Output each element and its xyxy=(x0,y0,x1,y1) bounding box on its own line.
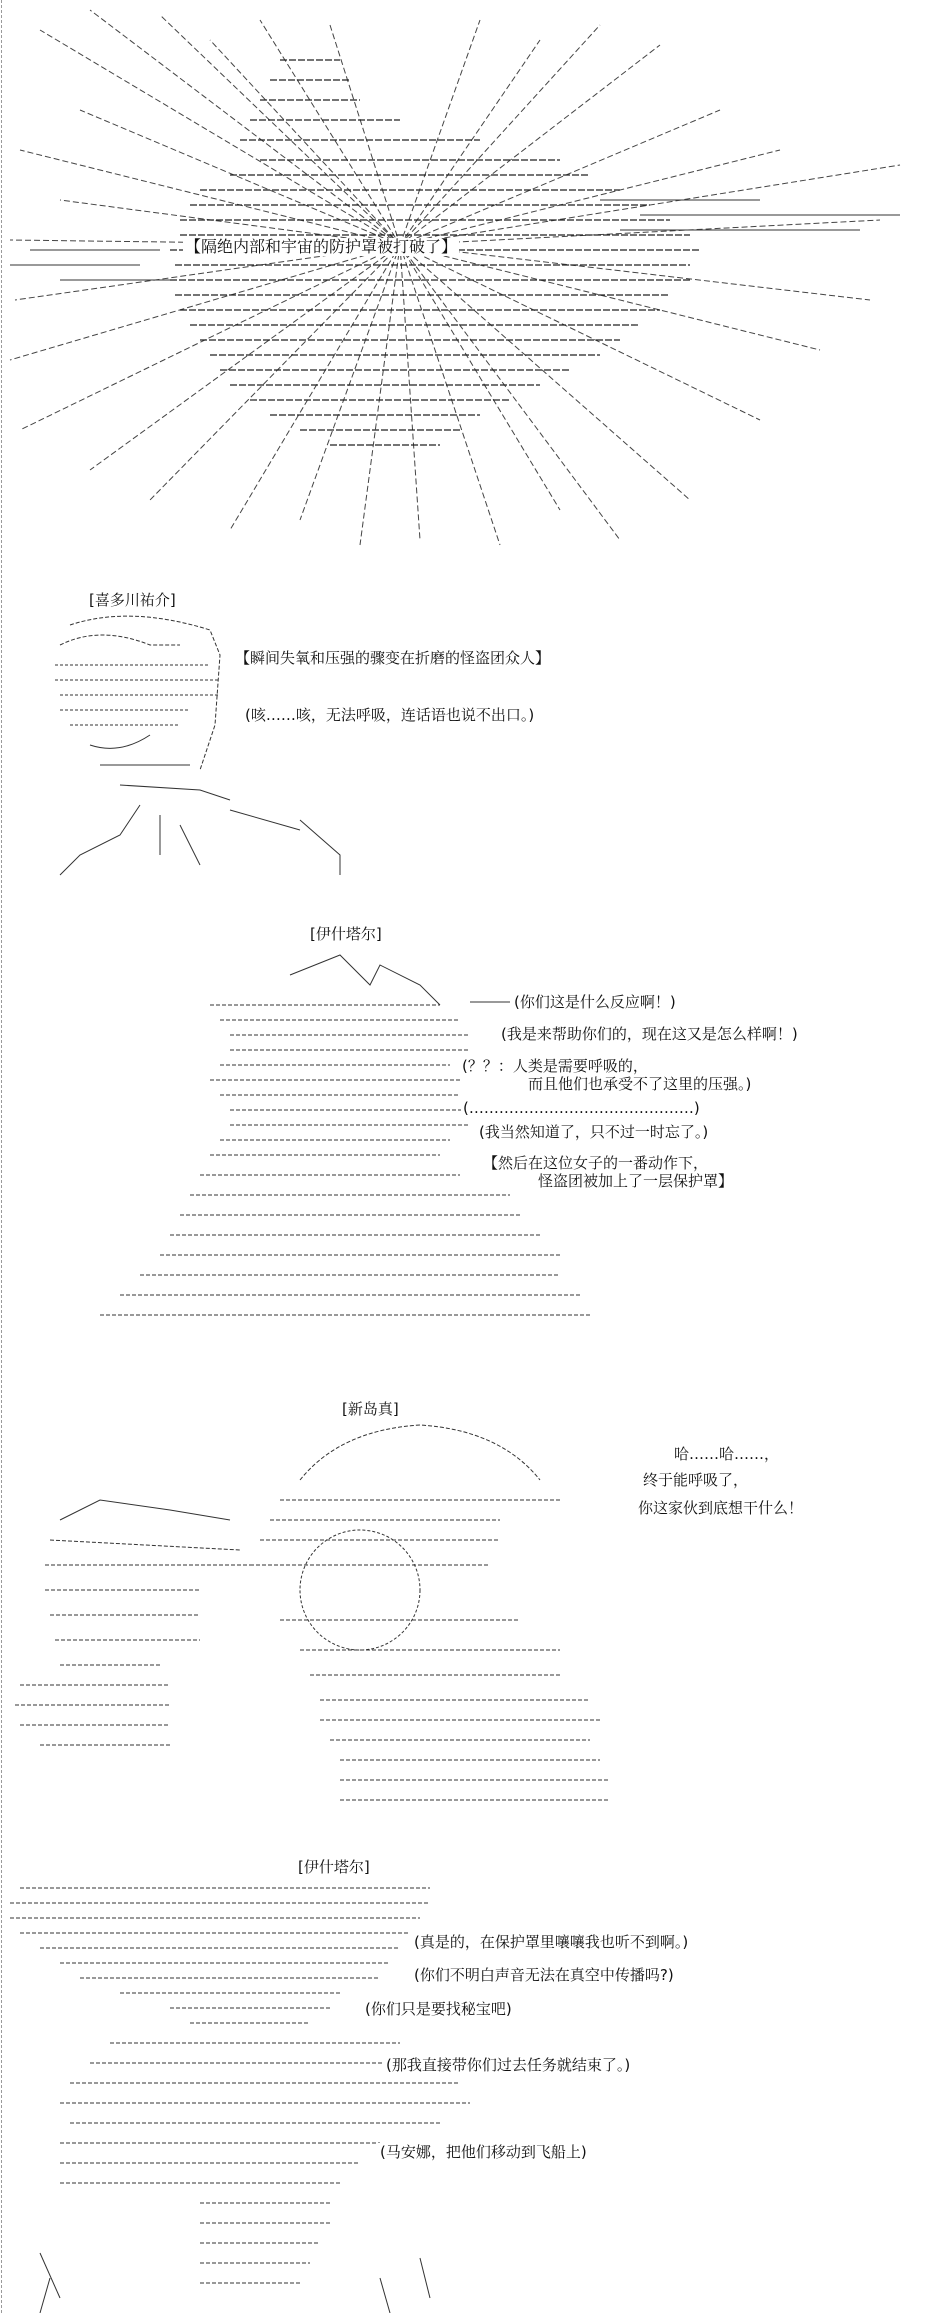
ishtar-1-speaker-name: [伊什塔尔] xyxy=(310,925,382,943)
niijima-figure-drawing xyxy=(0,1400,925,1820)
ishtar-2-art xyxy=(0,1858,925,2313)
panel-kitagawa xyxy=(0,585,925,885)
ishtar-1-art xyxy=(0,925,925,1335)
ishtar-1-dialogue-3b: 而且他们也承受不了这里的压强。) xyxy=(528,1075,752,1093)
ishtar-1-dialogue-3a: (？？：人类是需要呼吸的， xyxy=(462,1057,648,1075)
ishtar-2-dialogue-5: (马安娜，把他们移动到飞船上) xyxy=(380,2143,587,2161)
ishtar-2-dialogue-4: (那我直接带你们过去任务就结束了。) xyxy=(386,2056,631,2074)
niijima-speaker-name: [新岛真] xyxy=(342,1400,399,1418)
ishtar-1-narration-a: 【然后在这位女子的一番动作下， xyxy=(483,1154,709,1172)
ishtar-1-narration-b: 怪盗团被加上了一层保护罩】 xyxy=(538,1172,734,1190)
panel-niijima xyxy=(0,1400,925,1820)
niijima-dialogue-2: 终于能呼吸了， xyxy=(643,1471,749,1489)
ishtar-2-dialogue-3: (你们只是要找秘宝吧) xyxy=(365,2000,512,2018)
explosion-art xyxy=(0,0,925,560)
ishtar-2-speaker-name: [伊什塔尔] xyxy=(298,1858,370,1876)
panel-ishtar-1 xyxy=(0,925,925,1335)
panel-ishtar-2 xyxy=(0,1858,925,2313)
niijima-dialogue-3: 你这家伙到底想干什么！ xyxy=(638,1499,804,1517)
ishtar-1-dialogue-4: (………………………………………) xyxy=(463,1099,700,1117)
kitagawa-figure-drawing xyxy=(0,585,925,885)
ishtar-figure-drawing xyxy=(0,925,925,1335)
explosion-caption: 【隔绝内部和宇宙的防护罩被打破了】 xyxy=(185,237,458,256)
explosion-burst-drawing xyxy=(0,0,925,560)
kitagawa-dialogue: (咳……咳，无法呼吸，连话语也说不出口。) xyxy=(245,706,535,724)
ishtar-2-dialogue-2: (你们不明白声音无法在真空中传播吗?) xyxy=(414,1966,674,1984)
ishtar-1-dialogue-2: (我是来帮助你们的，现在这又是怎么样啊！) xyxy=(501,1025,798,1043)
kitagawa-speaker-name: [喜多川祐介] xyxy=(89,591,176,609)
ishtar-1-dialogue-5: (我当然知道了，只不过一时忘了。) xyxy=(479,1123,709,1141)
ishtar-1-dialogue-1: (你们这是什么反应啊！) xyxy=(514,993,676,1011)
panel-explosion xyxy=(0,0,925,560)
kitagawa-art xyxy=(0,585,925,885)
ishtar-2-dialogue-1: (真是的，在保护罩里嚷嚷我也听不到啊。) xyxy=(414,1933,689,1951)
niijima-dialogue-1: 哈……哈……， xyxy=(674,1445,780,1463)
ishtar-2-figure-drawing xyxy=(0,1858,925,2313)
kitagawa-narration: 【瞬间失氧和压强的骤变在折磨的怪盗团众人】 xyxy=(235,649,551,667)
niijima-art xyxy=(0,1400,925,1820)
